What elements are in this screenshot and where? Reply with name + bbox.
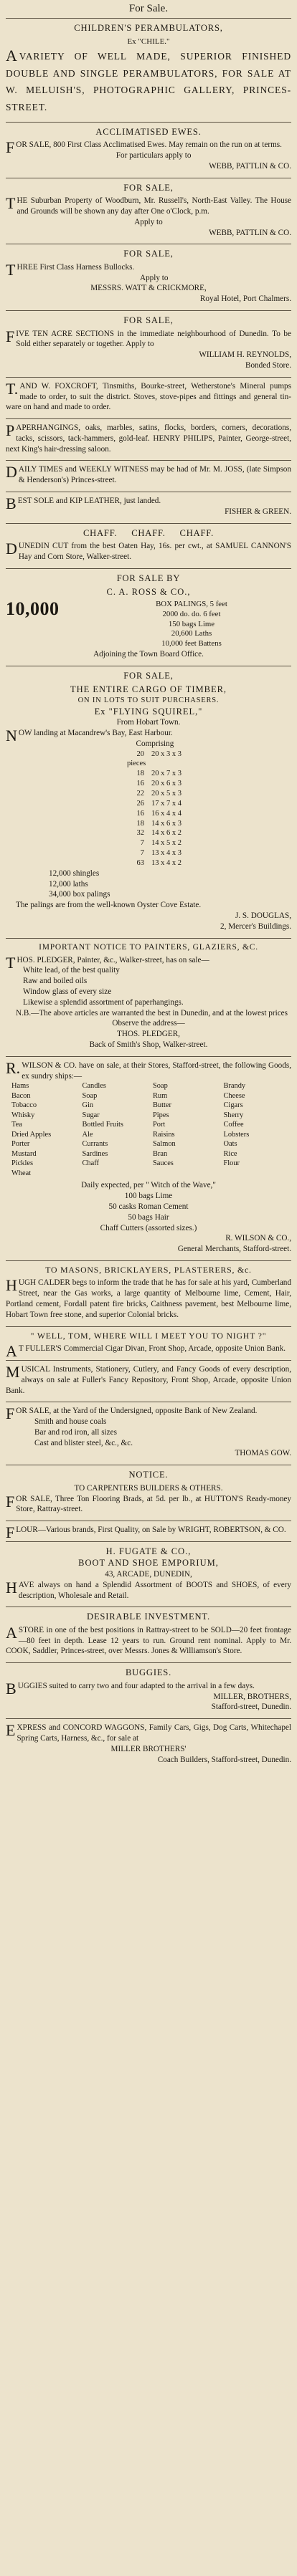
goods-item: Brandy bbox=[223, 1082, 246, 1091]
ad-item-list bbox=[6, 1191, 291, 1233]
timber-row bbox=[23, 828, 291, 838]
ad-investment bbox=[6, 1607, 291, 1662]
goods-item: Wheat bbox=[11, 1169, 32, 1177]
ad-item-list bbox=[6, 1417, 291, 1448]
ad-paperhangings bbox=[6, 418, 291, 460]
ad-firm: C. A. ROSS & CO., bbox=[106, 587, 191, 598]
ad-item: Cast and blister steel, &c., &c. bbox=[34, 1438, 133, 1447]
ad-item: 100 bags Lime bbox=[124, 1192, 173, 1201]
ad-body: BUGGIES suited to carry two and four adapted to the arrival in a few days. bbox=[6, 1679, 255, 1698]
ad-heading: FOR SALE, bbox=[123, 315, 174, 326]
timber-count: 32 bbox=[136, 829, 144, 838]
ad-body: NOW landing at Macandrew's Bay, East Harbour. bbox=[6, 726, 173, 744]
timber-dimensions: 13 x 4 x 3 bbox=[151, 849, 182, 858]
goods-item: Rice bbox=[223, 1149, 237, 1158]
ad-arrival: Daily expected, per " Witch of the Wave," bbox=[81, 1181, 216, 1190]
timber-row bbox=[23, 799, 291, 809]
goods-item: Sherry bbox=[223, 1111, 244, 1119]
timber-row bbox=[23, 809, 291, 819]
ad-heading: CHAFF. CHAFF. CHAFF. bbox=[82, 527, 214, 538]
ad-signature-address: Stafford-street, Dunedin. bbox=[211, 1703, 291, 1712]
ad-body: ASTORE in one of the best positions in Rattray-street to be SOLD—20 feet frontage—80 feet in depth. Lease 12 years to run. Ground rent nominal. Apply to Mr. COOK, Saddler, Princes-street, over Messrs. Jones & Williamson's Store. bbox=[6, 1623, 291, 1656]
ad-body: DAILY TIMES and WEEKLY WITNESS may be had of Mr. M. JOSS, (late Simpson & Henderson's) Princes-street. bbox=[6, 463, 291, 485]
ad-body: FOR SALE, Three Ton Flooring Brads, at 5d. per lb., at HUTTON'S Ready-money Store, Rattray-street. bbox=[6, 1492, 291, 1514]
ad-leather bbox=[6, 492, 291, 523]
goods-item: Coffee bbox=[223, 1121, 244, 1129]
ad-note: The palings are from the well-known Oyster Cove Estate. bbox=[16, 901, 202, 910]
goods-item: Candles bbox=[82, 1082, 106, 1091]
ad-heading: CHILDREN'S PERAMBULATORS, bbox=[74, 23, 223, 33]
ad-body: BEST SOLE and KIP LEATHER, just landed. bbox=[6, 494, 161, 513]
ad-extras bbox=[6, 868, 291, 900]
ad-waggons bbox=[6, 1718, 291, 1771]
ad-body: MUSICAL Instruments, Stationery, Cutlery, and Fancy Goods of every description, always on sale at Fuller's Fancy Repository, Front Shop, Arcade, opposite Union Bank. bbox=[6, 1362, 291, 1395]
goods-item: Port bbox=[153, 1121, 166, 1129]
ad-item: Bar and rod iron, all sizes bbox=[34, 1427, 117, 1437]
timber-count: 7 bbox=[140, 849, 144, 858]
ad-item: 10,000 feet Battens bbox=[161, 639, 222, 648]
ad-item: 12,000 laths bbox=[49, 879, 88, 889]
goods-item: Porter bbox=[11, 1140, 30, 1149]
goods-item: Oats bbox=[223, 1140, 237, 1149]
ad-heading: FOR SALE, bbox=[123, 249, 174, 259]
ad-gow bbox=[6, 1402, 291, 1465]
ad-item: Chaff Cutters (assorted sizes.) bbox=[100, 1223, 197, 1232]
goods-grid bbox=[6, 1081, 291, 1178]
ad-signature-address: Royal Hotel, Port Chalmers. bbox=[199, 295, 291, 304]
goods-item: Butter bbox=[153, 1101, 171, 1110]
ad-ross bbox=[6, 568, 291, 666]
timber-dimensions: 16 x 4 x 4 bbox=[151, 809, 182, 818]
timber-table bbox=[6, 750, 291, 868]
ad-heading: BUGGIES. bbox=[125, 1667, 172, 1678]
ad-item: BOX PALINGS, 5 feet bbox=[156, 599, 227, 608]
ad-signature: WILLIAM H. REYNOLDS, bbox=[199, 350, 291, 360]
goods-item: Tobacco bbox=[11, 1101, 37, 1110]
timber-dimensions: 17 x 7 x 4 bbox=[151, 799, 182, 808]
timber-count: 16 bbox=[136, 809, 144, 818]
timber-row bbox=[23, 838, 291, 848]
ad-daily-times bbox=[6, 460, 291, 492]
ad-item: 12,000 shingles bbox=[49, 868, 100, 878]
goods-item: Raisins bbox=[153, 1130, 175, 1139]
ad-fugate bbox=[6, 1541, 291, 1607]
ad-from: From Hobart Town. bbox=[116, 718, 181, 727]
ad-body: AVARIETY OF WELL MADE, SUPERIOR FINISHED DOUBLE AND SINGLE PERAMBULATORS, FOR SALE AT W. MELUISH'S, PHOTOGRAPHIC GALLERY, PRINCES-STREET. bbox=[6, 47, 291, 112]
goods-item: Currants bbox=[82, 1140, 108, 1149]
ad-woodburn bbox=[6, 178, 291, 244]
ad-heading: FOR SALE, bbox=[123, 670, 174, 681]
ad-heading: TO MASONS, BRICKLAYERS, PLASTERERS, &c. bbox=[45, 1264, 252, 1275]
ad-apply: Apply to bbox=[134, 217, 163, 226]
goods-item: Bacon bbox=[11, 1091, 31, 1100]
goods-item: Flour bbox=[223, 1159, 240, 1168]
goods-item: Cheese bbox=[223, 1091, 245, 1100]
timber-count: 7 bbox=[140, 839, 144, 848]
timber-count: 26 bbox=[136, 799, 144, 808]
ad-signature: FISHER & GREEN. bbox=[225, 507, 291, 516]
goods-item: Tea bbox=[11, 1121, 22, 1129]
timber-count: 18 bbox=[136, 819, 144, 828]
ad-pledger bbox=[6, 938, 291, 1056]
goods-item: Soap bbox=[82, 1091, 98, 1100]
goods-item: Cigars bbox=[223, 1101, 243, 1110]
goods-item: Ale bbox=[82, 1130, 93, 1139]
ad-signature: THOS. PLEDGER, bbox=[117, 1030, 180, 1039]
timber-dimensions: 20 x 3 x 3 bbox=[151, 750, 182, 758]
goods-item: Sauces bbox=[153, 1159, 174, 1168]
ad-signature: J. S. DOUGLAS, bbox=[235, 911, 291, 920]
ad-signature-address: Back of Smith's Shop, Walker-street. bbox=[89, 1040, 208, 1049]
goods-item: Gin bbox=[82, 1101, 94, 1110]
ad-heading: FOR SALE, bbox=[123, 182, 174, 193]
goods-item: Rum bbox=[153, 1091, 168, 1100]
ad-item: 50 casks Roman Cement bbox=[108, 1202, 189, 1212]
ad-body: FIVE TEN ACRE SECTIONS in the immediate neighbourhood of Dunedin. To be Sold either separately or together. Apply to bbox=[6, 327, 291, 349]
timber-row bbox=[23, 750, 291, 770]
ad-heading: IMPORTANT NOTICE TO PAINTERS, GLAZIERS, &C. bbox=[39, 942, 258, 952]
ad-body: EXPRESS and CONCORD WAGGONS, Family Cars, Gigs, Dog Carts, Whitechapel Spring Carts, Harness, &c., for sale at bbox=[6, 1721, 291, 1743]
timber-row bbox=[23, 779, 291, 789]
ad-perambulators bbox=[6, 18, 291, 122]
ad-heading: DESIRABLE INVESTMENT. bbox=[87, 1612, 210, 1622]
ad-body: FOR SALE, at the Yard of the Undersigned, opposite Bank of New Zealand. bbox=[6, 1404, 258, 1423]
ad-item: Window glass of every size bbox=[23, 987, 112, 997]
goods-item: Sugar bbox=[82, 1111, 100, 1119]
timber-dimensions: 14 x 6 x 3 bbox=[151, 819, 182, 828]
ad-body: THOS. PLEDGER, Painter, &c., Walker-street, has on sale— bbox=[6, 953, 209, 972]
timber-dimensions: 14 x 6 x 2 bbox=[151, 829, 182, 838]
ad-signature-address: Bonded Store. bbox=[245, 361, 291, 370]
ad-body: FLOUR—Various brands, First Quality, on Sale by WRIGHT, ROBERTSON, & CO. bbox=[6, 1523, 286, 1542]
ad-signature-address: General Merchants, Stafford-street. bbox=[177, 1245, 291, 1254]
ad-signature: MILLER BROTHERS' bbox=[110, 1744, 187, 1753]
ad-body: HUGH CALDER begs to inform the trade that he has for sale at his yard, Cumberland Street, near the Gas works, a large quantity of Melbourne lime, Cement, Hair, Portland cement, Fordall patent fire bricks, Caithness pavement, best Melbourne lime, Hobart Town free stone, and superior Colonial bricks. bbox=[6, 1276, 291, 1319]
ad-cigar-divan bbox=[6, 1326, 291, 1360]
ad-note: N.B.—The above articles are warranted the best in Dunedin, and at the lowest prices bbox=[16, 1008, 288, 1018]
ad-chaff bbox=[6, 523, 291, 568]
goods-item: Pickles bbox=[11, 1159, 34, 1168]
ad-item-list bbox=[6, 965, 291, 1007]
ad-item: 50 bags Hair bbox=[128, 1212, 169, 1222]
ad-signature: WEBB, PATTLIN & CO. bbox=[209, 228, 291, 237]
ad-heading: FOR SALE BY bbox=[116, 573, 181, 583]
goods-item: Salmon bbox=[153, 1140, 176, 1149]
goods-item: Bottled Fruits bbox=[82, 1121, 123, 1129]
ad-item: Likewise a splendid assortment of paperhangings. bbox=[23, 997, 184, 1007]
timber-count: 20 pieces bbox=[127, 750, 146, 768]
ad-heading: NOTICE. bbox=[128, 1470, 169, 1480]
page-title: For Sale. bbox=[128, 3, 169, 14]
ad-comprising: Comprising bbox=[136, 739, 174, 748]
ad-body: AT FULLER'S Commercial Cigar Divan, Front Shop, Arcade, opposite Union Bank. bbox=[6, 1342, 286, 1361]
goods-item: Mustard bbox=[11, 1149, 37, 1158]
ad-item-list bbox=[92, 600, 291, 649]
ad-body: PAPERHANGINGS, oaks, marbles, satins, flocks, borders, corners, decorations, tacks, scissors, tack-hammers, gold-leaf. HENRY PHILIPS, Painter, George-street, next King's hair-dressing saloon. bbox=[6, 421, 291, 454]
timber-dimensions: 20 x 6 x 3 bbox=[151, 780, 182, 788]
timber-row bbox=[23, 819, 291, 829]
ad-body: FOR SALE, 800 First Class Acclimatised Ewes. May remain on the run on at terms. bbox=[6, 138, 282, 157]
ad-line: ON IN LOTS TO SUIT PURCHASERS. bbox=[77, 696, 220, 704]
ad-foxcroft bbox=[6, 377, 291, 418]
ad-builders bbox=[6, 1465, 291, 1521]
ad-apply: For particulars apply to bbox=[116, 151, 192, 161]
timber-count: 18 bbox=[136, 770, 144, 778]
ad-ship: Ex "CHILE." bbox=[127, 37, 170, 46]
ad-address: Adjoining the Town Board Office. bbox=[93, 649, 204, 659]
ad-buggies bbox=[6, 1662, 291, 1718]
goods-item: Pipes bbox=[153, 1111, 169, 1119]
timber-row bbox=[23, 848, 291, 858]
ad-signature: R. WILSON & CO., bbox=[225, 1234, 291, 1243]
ad-line: THE ENTIRE CARGO OF TIMBER, bbox=[70, 684, 227, 695]
goods-item: Chaff bbox=[82, 1159, 99, 1168]
goods-item: Soap bbox=[153, 1082, 168, 1091]
timber-row bbox=[23, 858, 291, 868]
goods-item: Whisky bbox=[11, 1111, 35, 1119]
ad-item: Smith and house coals bbox=[34, 1417, 107, 1427]
ad-body: T.AND W. FOXCROFT, Tinsmiths, Bourke-street, Wetherstone's Mineral pumps made to order, to suit the district. Stoves, stove-pipes and fittings and general tin-ware on hand and made to order. bbox=[6, 379, 291, 412]
ad-signature-address: 2, Mercer's Buildings. bbox=[220, 921, 291, 931]
ad-signature-address: Coach Builders, Stafford-street, Dunedin. bbox=[157, 1755, 291, 1764]
goods-item: Dried Apples bbox=[11, 1130, 52, 1139]
timber-dimensions: 14 x 5 x 2 bbox=[151, 839, 182, 848]
ad-item: Raw and boiled oils bbox=[23, 977, 88, 986]
ad-subheading: TO CARPENTERS BUILDERS & OTHERS. bbox=[74, 1483, 223, 1493]
ad-body: R.WILSON & CO. have on sale, at their Stores, Stafford-street, the following Goods, ex sundry ships:— bbox=[6, 1058, 291, 1081]
timber-dimensions: 20 x 5 x 3 bbox=[151, 789, 182, 798]
ad-heading: " WELL, TOM, WHERE WILL I MEET YOU TO NIGHT ?" bbox=[30, 1330, 267, 1341]
ad-heading: BOOT AND SHOE EMPORIUM, bbox=[78, 1558, 219, 1569]
goods-item: Hams bbox=[11, 1082, 29, 1091]
ad-ross-list bbox=[6, 600, 291, 649]
ad-item: 2000 do. do. 6 feet bbox=[162, 609, 221, 618]
goods-item: Bran bbox=[153, 1149, 168, 1158]
ad-body: DUNEDIN CUT from the best Oaten Hay, 16s. per cwt., at SAMUEL CANNON'S Hay and Corn Store, Walker-street. bbox=[6, 540, 291, 561]
timber-count: 16 bbox=[136, 780, 144, 788]
ad-musical bbox=[6, 1360, 291, 1402]
timber-dimensions: 20 x 7 x 3 bbox=[151, 770, 182, 778]
ad-ship: Ex "FLYING SQUIREL," bbox=[94, 706, 203, 717]
goods-item: Sardines bbox=[82, 1149, 108, 1158]
ad-flour bbox=[6, 1521, 291, 1541]
timber-count: 22 bbox=[136, 789, 144, 798]
ad-heading: 43, ARCADE, DUNEDIN, bbox=[105, 1569, 192, 1579]
ad-ewes bbox=[6, 122, 291, 178]
ad-apply: Apply to bbox=[139, 273, 169, 282]
ad-wilson bbox=[6, 1056, 291, 1260]
timber-count: 63 bbox=[136, 858, 144, 867]
ad-masons bbox=[6, 1260, 291, 1326]
ad-bullocks bbox=[6, 244, 291, 310]
ad-acres bbox=[6, 310, 291, 377]
timber-row bbox=[23, 789, 291, 799]
ad-body: THREE First Class Harness Bullocks. bbox=[6, 260, 135, 279]
ad-timber bbox=[6, 666, 291, 938]
ad-body: HAVE always on hand a Splendid Assortment of BOOTS and SHOES, of every description, Wholesale and Retail. bbox=[6, 1578, 291, 1600]
ad-heading: H. FUGATE & CO., bbox=[105, 1546, 192, 1556]
ad-heading: ACCLIMATISED EWES. bbox=[95, 126, 202, 137]
ad-item: 150 bags Lime bbox=[168, 619, 215, 628]
ad-item: 20,600 Laths bbox=[171, 629, 212, 638]
ad-signature: MESSRS. WATT & CRICKMORE, bbox=[90, 284, 207, 293]
timber-row bbox=[23, 769, 291, 779]
ad-item: White lead, of the best quality bbox=[23, 966, 120, 975]
ad-observe: Observe the address— bbox=[112, 1019, 185, 1028]
ad-body: THE Suburban Property of Woodburn, Mr. Russell's, North-East Valley. The House and Grounds will be shown any day after One o'Clock, p.m. bbox=[6, 194, 291, 216]
timber-dimensions: 13 x 4 x 2 bbox=[151, 858, 182, 867]
ad-item: 34,000 box palings bbox=[49, 890, 110, 899]
ad-signature: MILLER, BROTHERS, bbox=[213, 1692, 291, 1701]
ad-signature: THOMAS GOW. bbox=[235, 1449, 291, 1458]
ad-big-number: 10,000 bbox=[6, 598, 60, 619]
ad-signature: WEBB, PATTLIN & CO. bbox=[209, 161, 291, 171]
goods-item: Lobsters bbox=[223, 1130, 250, 1139]
